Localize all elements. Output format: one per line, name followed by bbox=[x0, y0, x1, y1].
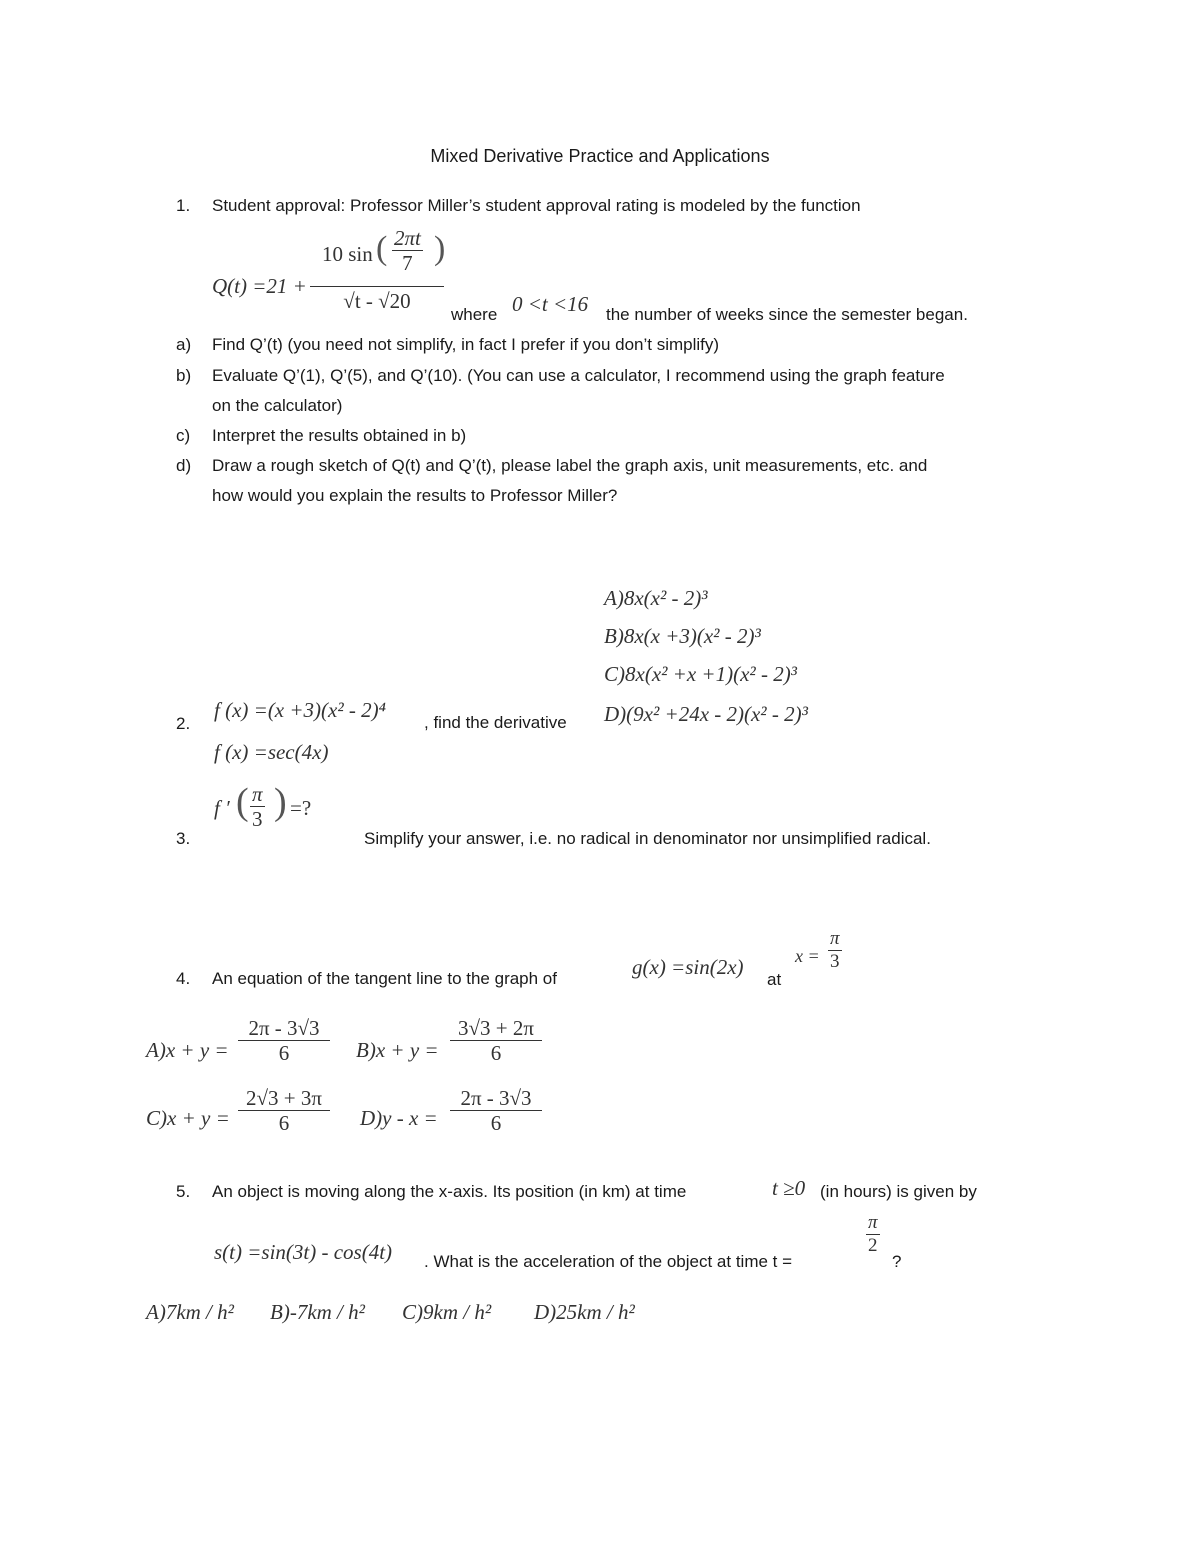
q4-choice-c-den: 6 bbox=[278, 1111, 290, 1135]
q1a-label: a) bbox=[176, 335, 192, 354]
q5-choice-d: D)25km / h² bbox=[534, 1300, 635, 1324]
q5-t-den: 2 bbox=[868, 1235, 878, 1256]
q3-frac-num: π bbox=[252, 782, 263, 806]
q5-choice-c: C)9km / h² bbox=[402, 1300, 492, 1324]
q4-choice-d-den: 6 bbox=[490, 1111, 502, 1135]
q4-choice-a-frac bbox=[238, 1016, 330, 1065]
q4-x-den: 3 bbox=[830, 951, 840, 972]
q3-deriv-prefix: f ′ bbox=[214, 796, 230, 820]
q3-formula: f (x) =sec(4x) bbox=[214, 740, 329, 764]
q2-text: , find the derivative bbox=[424, 713, 567, 732]
q1-inner-num: 2πt bbox=[394, 226, 421, 250]
q1-formula-fraction: 10 sin ( $\frac{2\pi t}{7}$ ) √t - √20 bbox=[310, 226, 444, 315]
q1d-text-2: how would you explain the results to Professor Miller? bbox=[212, 486, 618, 505]
q1-number: 1. bbox=[176, 196, 191, 215]
q2-choice-c: C)8x(x² +x +1)(x² - 2)³ bbox=[604, 662, 797, 686]
q3-number: 3. bbox=[176, 829, 191, 848]
q1d-text: Draw a rough sketch of Q(t) and Q’(t), please label the graph axis, unit measurements, etc. and bbox=[212, 456, 928, 475]
q5-choice-b: B)-7km / h² bbox=[270, 1300, 365, 1324]
q2-choice-b: B)8x(x +3)(x² - 2)³ bbox=[604, 624, 761, 648]
q4-choice-b-den: 6 bbox=[490, 1041, 502, 1065]
q5-condition: t ≥0 bbox=[772, 1176, 806, 1200]
q4-formula: g(x) =sin(2x) bbox=[632, 955, 744, 979]
q4-at: at bbox=[767, 970, 782, 989]
q5-text-2: (in hours) is given by bbox=[820, 1182, 977, 1201]
q4-choice-c-num: 2√3 + 3π bbox=[238, 1086, 330, 1111]
q4-x-label: x = bbox=[795, 946, 820, 966]
q1-domain: 0 <t <16 bbox=[512, 292, 589, 316]
q4-choice-b-frac bbox=[450, 1016, 542, 1065]
q4-text: An equation of the tangent line to the graph of bbox=[212, 969, 557, 988]
q5-text: An object is moving along the x-axis. Its position (in km) at time bbox=[212, 1182, 687, 1201]
q5-t-frac bbox=[866, 1212, 880, 1257]
q1c-label: c) bbox=[176, 426, 191, 445]
q4-x-frac bbox=[828, 928, 842, 973]
q1-inner-den: 7 bbox=[402, 251, 413, 275]
q1b-text: Evaluate Q’(1), Q’(5), and Q’(10). (You can use a calculator, I recommend using the graph feature bbox=[212, 366, 945, 385]
q2-choice-a: A)8x(x² - 2)³ bbox=[604, 586, 708, 610]
q4-x-num: π bbox=[830, 928, 840, 949]
q3-text: Simplify your answer, i.e. no radical in denominator nor unsimplified radical. bbox=[364, 829, 931, 848]
q3-frac bbox=[250, 782, 265, 831]
q4-choice-d-frac bbox=[450, 1086, 542, 1135]
q1-formula-den: √t - √20 bbox=[343, 289, 411, 313]
q5-question-mark: ? bbox=[892, 1252, 902, 1271]
q4-choice-c-frac bbox=[238, 1086, 330, 1135]
q4-number: 4. bbox=[176, 969, 191, 988]
q4-choice-a-den: 6 bbox=[278, 1041, 290, 1065]
q1-where: where bbox=[451, 305, 498, 324]
q4-choice-d-label: D)y - x = bbox=[360, 1106, 438, 1130]
q1b-text-2: on the calculator) bbox=[212, 396, 343, 415]
q2-formula: f (x) =(x +3)(x² - 2)⁴ bbox=[214, 698, 386, 722]
q5-formula: s(t) =sin(3t) - cos(4t) bbox=[214, 1240, 393, 1264]
q1-domain-text: the number of weeks since the semester began. bbox=[606, 305, 968, 324]
q4-choice-b-num: 3√3 + 2π bbox=[450, 1016, 542, 1041]
q4-choice-a-num: 2π - 3√3 bbox=[238, 1016, 330, 1041]
q2-choice-d: D)(9x² +24x - 2)(x² - 2)³ bbox=[604, 702, 808, 726]
q5-t-num: π bbox=[868, 1212, 878, 1233]
q1-formula-inner-frac bbox=[392, 226, 423, 275]
q5-number: 5. bbox=[176, 1182, 191, 1201]
q1c-text: Interpret the results obtained in b) bbox=[212, 426, 467, 445]
q5-text-3: . What is the acceleration of the object at time t = bbox=[424, 1252, 793, 1271]
q3-deriv-suffix: =? bbox=[290, 796, 312, 820]
q1d-label: d) bbox=[176, 456, 192, 475]
q3-frac-den: 3 bbox=[252, 807, 263, 831]
q4-choice-b-label: B)x + y = bbox=[356, 1038, 439, 1062]
q1-formula-lhs: Q(t) =21 + bbox=[212, 274, 307, 298]
q1b-label: b) bbox=[176, 366, 192, 385]
q4-choice-d-num: 2π - 3√3 bbox=[450, 1086, 542, 1111]
q2-number: 2. bbox=[176, 714, 191, 733]
page-title: Mixed Derivative Practice and Applications bbox=[430, 146, 770, 166]
q5-choice-a: A)7km / h² bbox=[146, 1300, 234, 1324]
q1a-text: Find Q’(t) (you need not simplify, in fact I prefer if you don’t simplify) bbox=[212, 335, 720, 354]
q1-formula-num: 10 sin bbox=[322, 242, 373, 266]
q4-choice-a-label: A)x + y = bbox=[146, 1038, 229, 1062]
q4-choice-c-label: C)x + y = bbox=[146, 1106, 230, 1130]
q1-text: Student approval: Professor Miller’s student approval rating is modeled by the function bbox=[212, 196, 861, 215]
